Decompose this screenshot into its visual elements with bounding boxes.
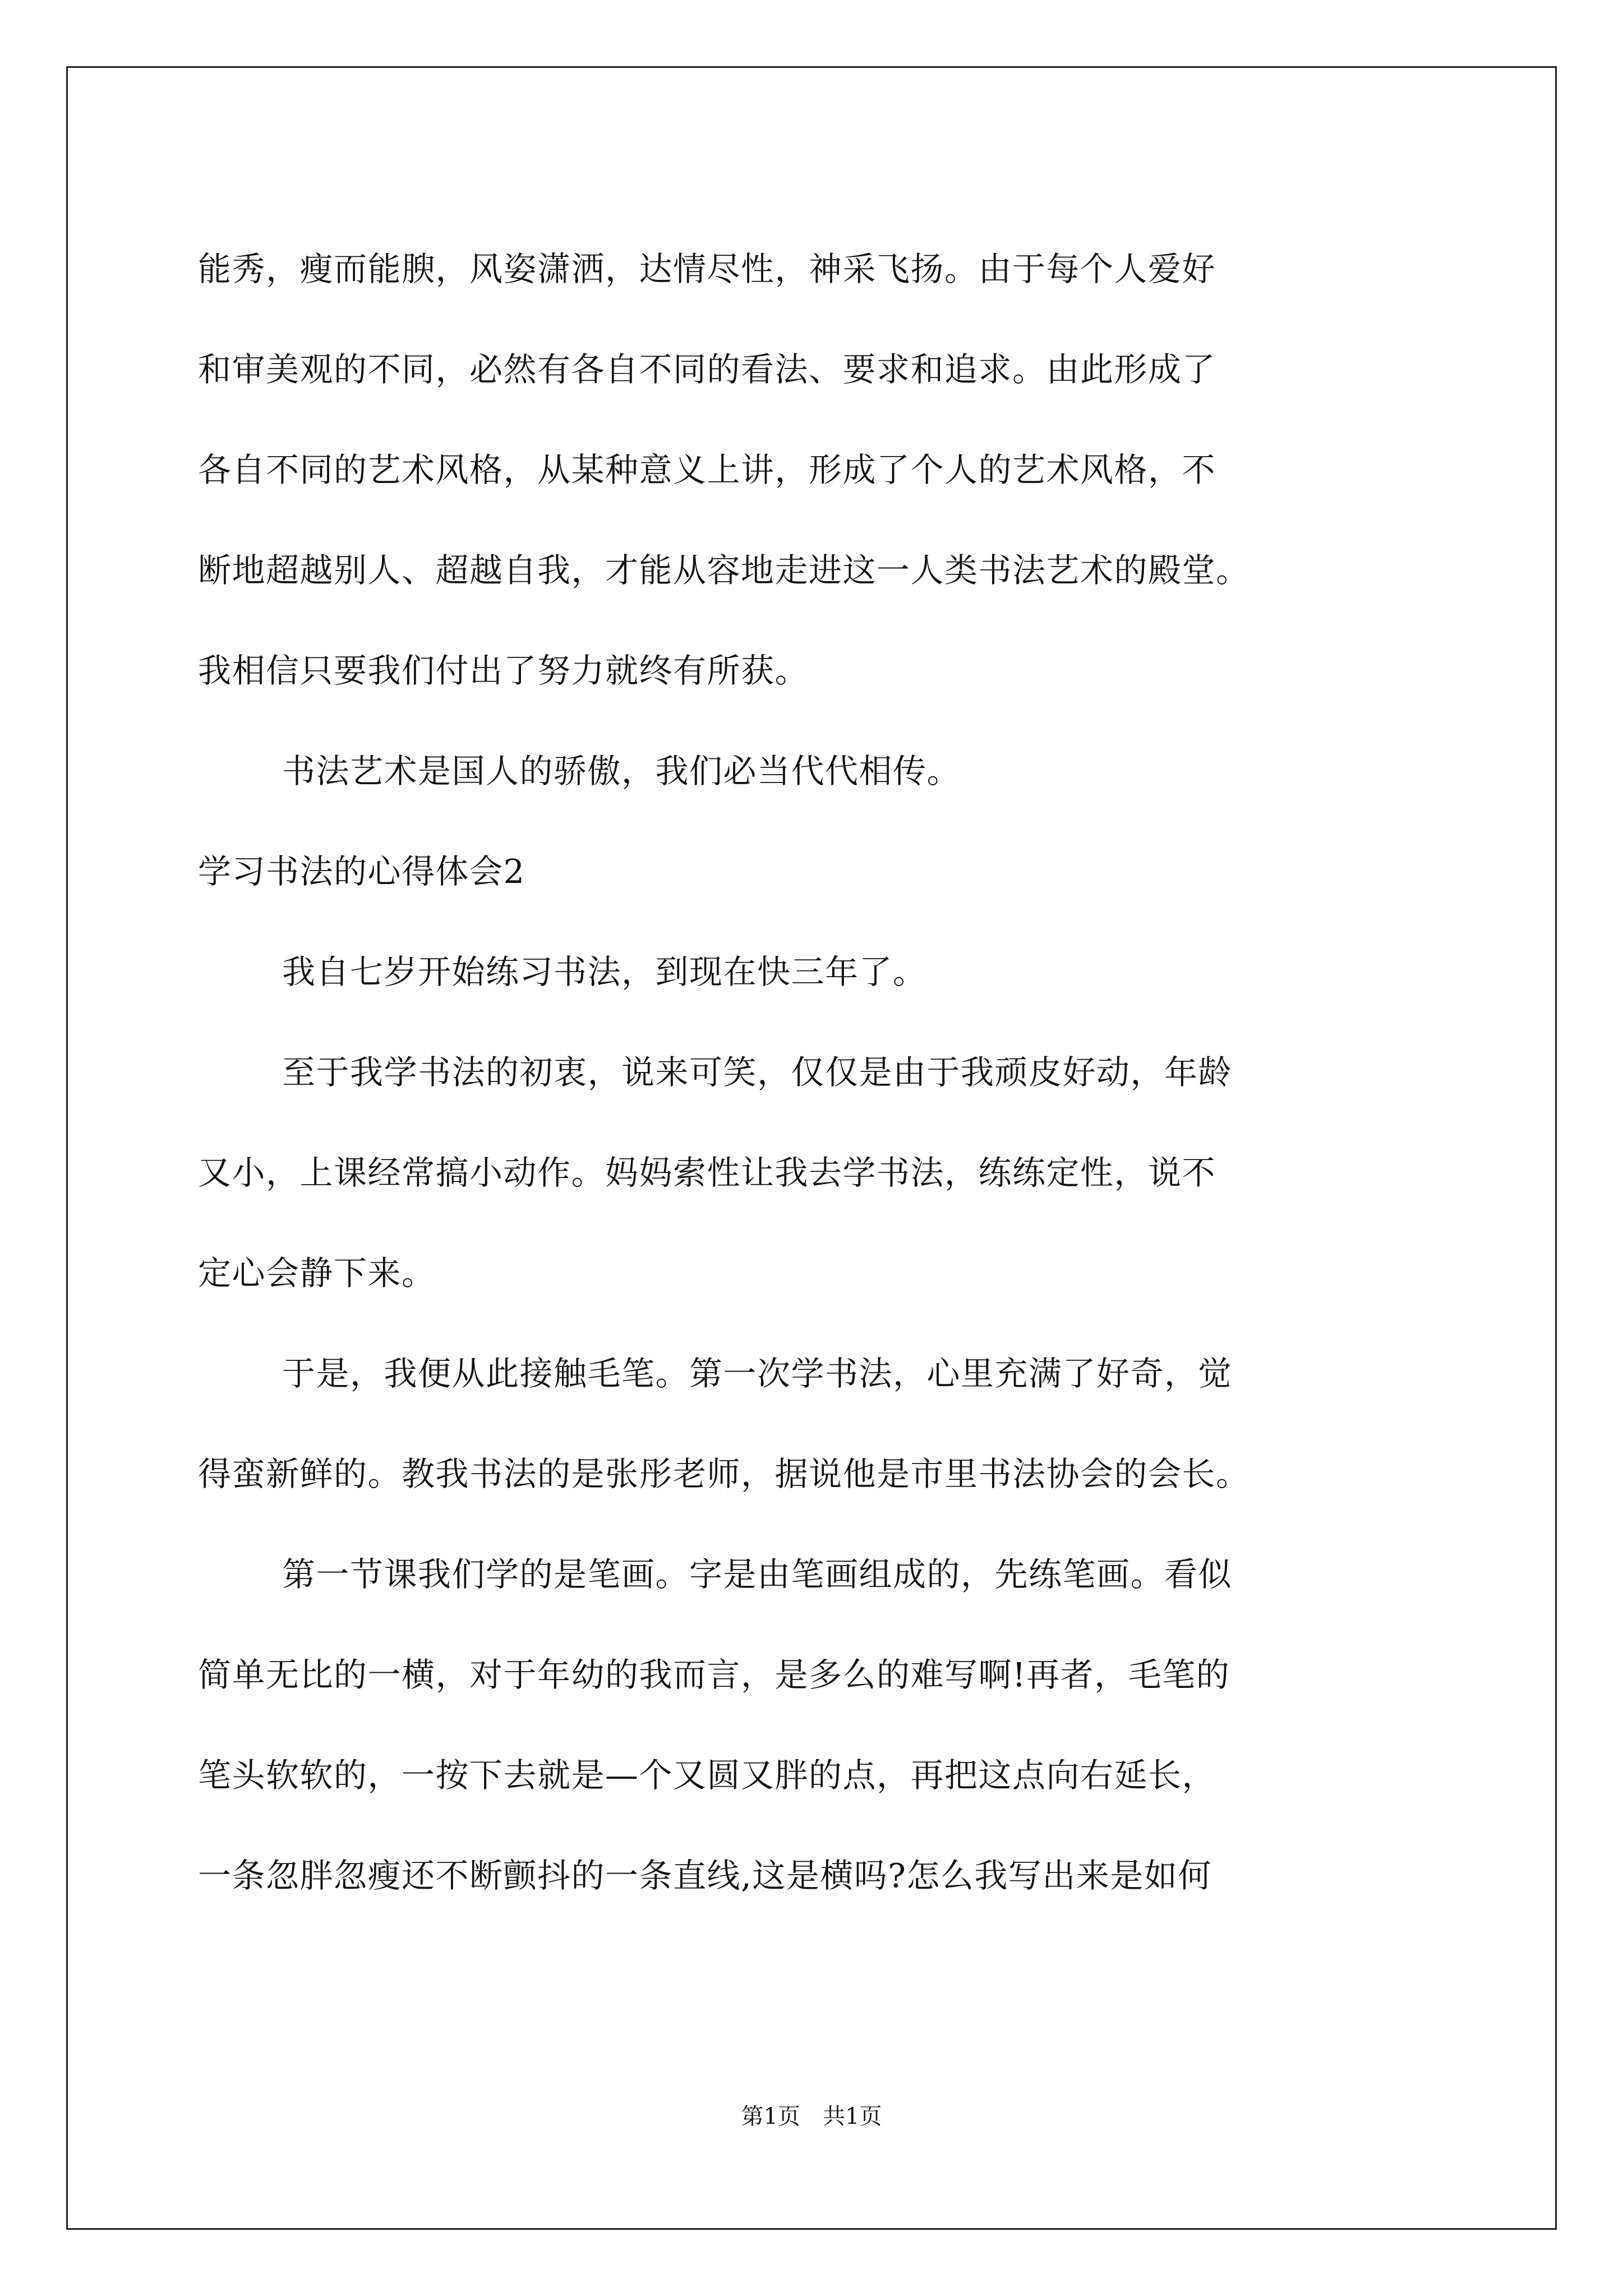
document-body (198, 219, 1421, 1926)
paragraph-line: 断地超越别人、超越自我，才能从容地走进这一人类书法艺术的殿堂。 (198, 551, 1250, 590)
paragraph-line: 第一节课我们学的是笔画。字是由笔画组成的，先练笔画。看似 (282, 1555, 1233, 1594)
paragraph-line: 简单无比的一横，对于年幼的我而言，是多么的难写啊!再者，毛笔的 (198, 1655, 1230, 1694)
paragraph-line: 又小，上课经常搞小动作。妈妈索性让我去学书法，练练定性，说不 (198, 1153, 1216, 1192)
paragraph-line: 我相信只要我们付出了努力就终有所获。 (198, 651, 809, 690)
paragraph-line: 一条忽胖忽瘦还不断颤抖的一条直线,这是横吗?怎么我写出来是如何 (198, 1856, 1212, 1895)
paragraph-line: 能秀，瘦而能腴，风姿潇洒，达情尽性，神采飞扬。由于每个人爱好 (198, 250, 1216, 288)
paragraph-line: 至于我学书法的初衷，说来可笑，仅仅是由于我顽皮好动，年龄 (282, 1053, 1233, 1092)
paragraph-line: 得蛮新鲜的。教我书法的是张彤老师，据说他是市里书法协会的会长。 (198, 1455, 1250, 1493)
paragraph-line: 和审美观的不同，必然有各自不同的看法、要求和追求。由此形成了 (198, 350, 1216, 389)
paragraph-line: 于是，我便从此接触毛笔。第一次学书法，心里充满了好奇，觉 (282, 1354, 1233, 1393)
paragraph-line: 我自七岁开始练习书法，到现在快三年了。 (282, 953, 927, 991)
paragraph-line: 书法艺术是国人的骄傲，我们必当代代相传。 (282, 752, 961, 790)
paragraph-line: 笔头软软的，一按下去就是—个又圆又胖的点，再把这点向右延长， (198, 1756, 1216, 1795)
page-number-footer: 第1页 共1页 (741, 2104, 882, 2129)
paragraph-line: 定心会静下来。 (198, 1254, 436, 1292)
section-heading: 学习书法的心得体会2 (198, 852, 525, 891)
paragraph-line: 各自不同的艺术风格，从某种意义上讲，形成了个人的艺术风格，不 (198, 450, 1216, 489)
